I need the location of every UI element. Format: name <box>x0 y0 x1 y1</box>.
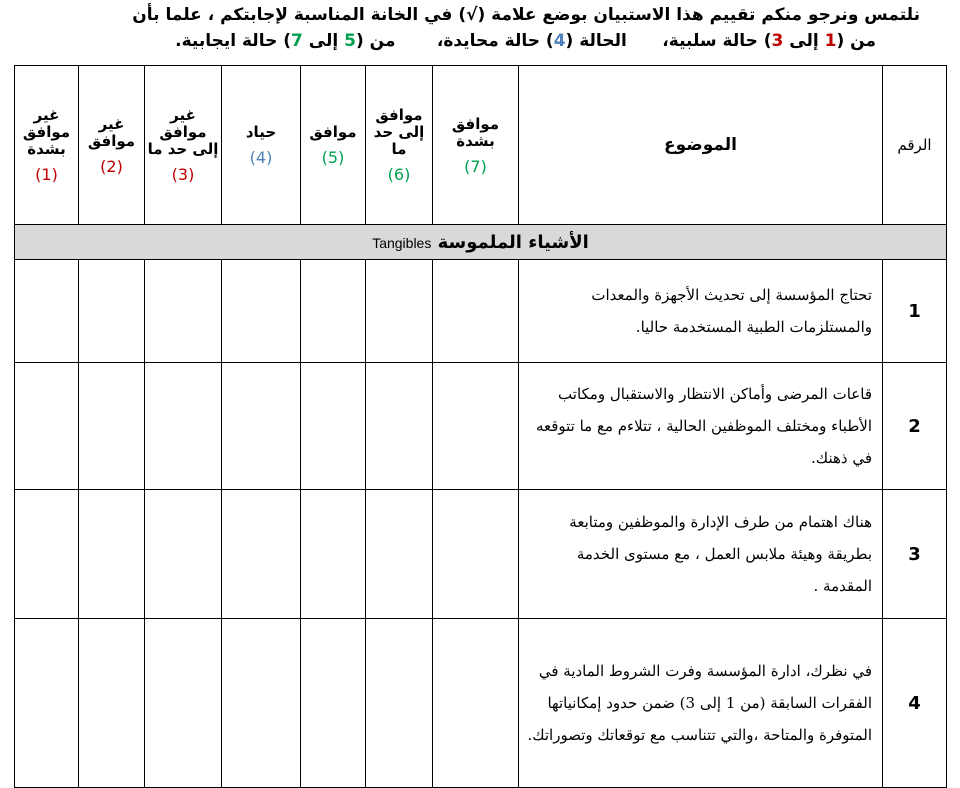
instructions-line-1: نلتمس ونرجو منكم تقييم هذا الاستبيان بوضع علامة (√) في الخانة المناسبة لإجابتكم ، علما بأن <box>132 5 920 25</box>
rating-cell-3[interactable] <box>145 619 222 788</box>
scale-header-7: موافق بشدة (7) <box>433 66 519 225</box>
rating-cell-1[interactable] <box>15 490 79 619</box>
number-header: الرقم <box>883 66 947 225</box>
table-row <box>15 363 947 490</box>
rating-cell-5[interactable] <box>301 260 366 363</box>
negative-from: 1 <box>824 31 837 51</box>
rating-cell-3[interactable] <box>145 260 222 363</box>
rating-cell-3[interactable] <box>145 490 222 619</box>
rating-cell-5[interactable] <box>301 619 366 788</box>
rating-cell-7[interactable] <box>433 619 519 788</box>
instructions-line-2: من (1 إلى 3) حالة سلبية، الحالة (4) حالة محايدة، من (5 إلى 7) حالة ايجابية. <box>175 31 876 51</box>
row-statement: في نظرك، ادارة المؤسسة وفرت الشروط المادية في الفقرات السابقة (من 1 إلى 3) ضمن حدود إمكانياتها المتوفرة والمتاحة ،والتي تتناسب مع توقعاتك وتصوراتك. <box>519 619 883 788</box>
topic-header: الموضوع <box>519 66 883 225</box>
section-row <box>15 225 947 260</box>
rating-cell-7[interactable] <box>433 260 519 363</box>
row-statement: قاعات المرضى وأماكن الانتظار والاستقبال ومكاتب الأطباء ومختلف الموظفين الحالية ، تتلاءم مع ما تتوقعه في ذهنك. <box>519 363 883 490</box>
scale-header-3: غير موافق إلى حد ما (3) <box>145 66 222 225</box>
rating-cell-5[interactable] <box>301 490 366 619</box>
table-row <box>15 260 947 363</box>
rating-cell-1[interactable] <box>15 619 79 788</box>
rating-cell-6[interactable] <box>366 363 433 490</box>
rating-cell-5[interactable] <box>301 363 366 490</box>
rating-cell-4[interactable] <box>222 260 301 363</box>
neutral-value: 4 <box>553 31 566 51</box>
rating-cell-2[interactable] <box>79 363 145 490</box>
row-number: 1 <box>883 260 947 363</box>
scale-header-5: موافق (5) <box>301 66 366 225</box>
rating-cell-1[interactable] <box>15 260 79 363</box>
row-number: 4 <box>883 619 947 788</box>
survey-table <box>14 65 947 788</box>
rating-cell-6[interactable] <box>366 490 433 619</box>
positive-to: 7 <box>291 31 303 51</box>
row-statement: تحتاج المؤسسة إلى تحديث الأجهزة والمعدات والمستلزمات الطبية المستخدمة حاليا. <box>519 260 883 363</box>
rating-cell-4[interactable] <box>222 619 301 788</box>
section-title: الأشياء الملموسة Tangibles <box>15 225 947 260</box>
scale-header-6: موافق إلى حد ما (6) <box>366 66 433 225</box>
rating-cell-4[interactable] <box>222 490 301 619</box>
rating-cell-7[interactable] <box>433 490 519 619</box>
rating-cell-4[interactable] <box>222 363 301 490</box>
scale-header-2: غير موافق (2) <box>79 66 145 225</box>
rating-cell-6[interactable] <box>366 260 433 363</box>
negative-to: 3 <box>771 31 784 51</box>
rating-cell-1[interactable] <box>15 363 79 490</box>
rating-cell-2[interactable] <box>79 619 145 788</box>
row-number: 3 <box>883 490 947 619</box>
rating-cell-6[interactable] <box>366 619 433 788</box>
table-row <box>15 490 947 619</box>
scale-header-1: غير موافق بشدة (1) <box>15 66 79 225</box>
rating-cell-2[interactable] <box>79 490 145 619</box>
row-number: 2 <box>883 363 947 490</box>
row-statement: هناك اهتمام من طرف الإدارة والموظفين ومتابعة بطريقة وهيئة ملابس العمل ، مع مستوى الخدمة المقدمة . <box>519 490 883 619</box>
instructions <box>20 2 920 54</box>
rating-cell-7[interactable] <box>433 363 519 490</box>
positive-from: 5 <box>344 31 356 51</box>
rating-cell-2[interactable] <box>79 260 145 363</box>
rating-cell-3[interactable] <box>145 363 222 490</box>
scale-header-4: حياد (4) <box>222 66 301 225</box>
header-row <box>15 66 947 225</box>
table-row <box>15 619 947 788</box>
